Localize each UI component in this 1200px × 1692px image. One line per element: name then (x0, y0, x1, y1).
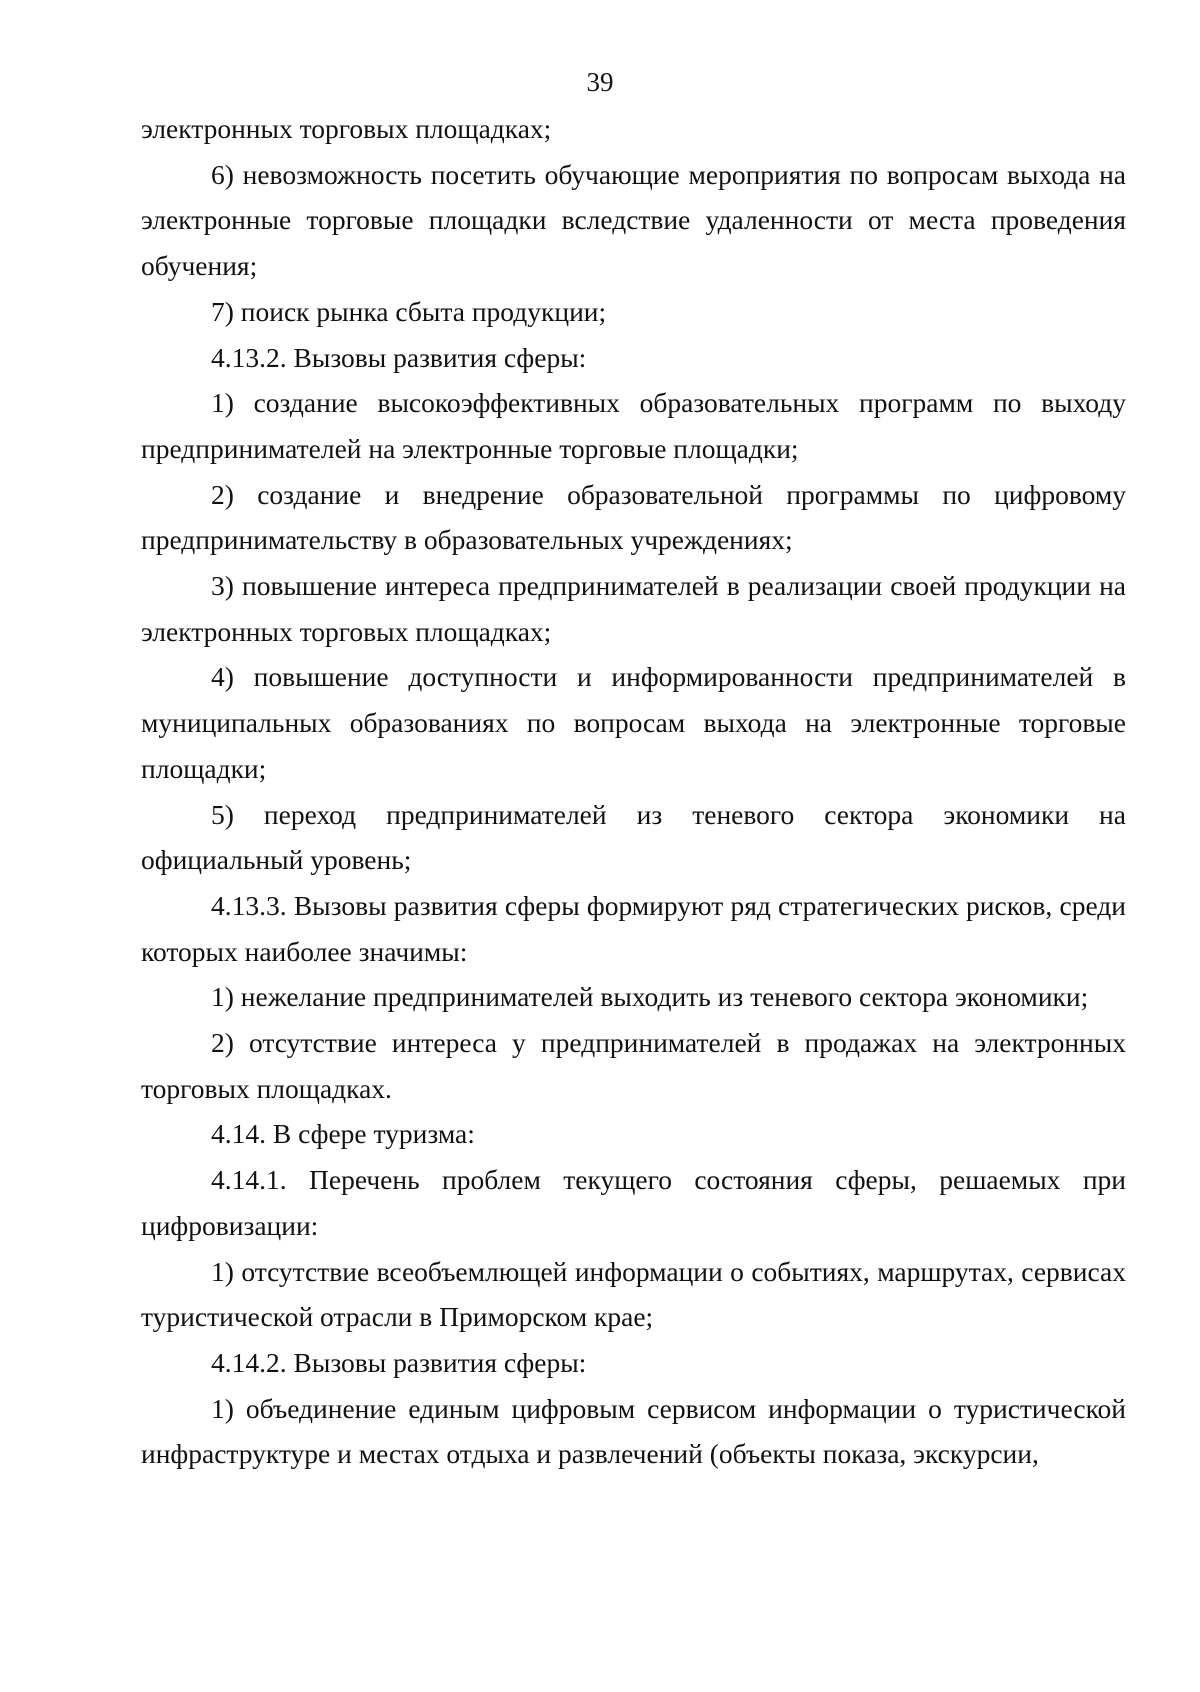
paragraph: 4.14.2. Вызовы развития сферы: (211, 1346, 587, 1378)
document-body (141, 106, 1126, 1477)
paragraph: 6) невозможность посетить обучающие мероприятия по вопросам выхода на электронные торговые площадки вследствие удаленности от места проведения обучения; (141, 158, 1126, 282)
paragraph: 7) поиск рынка сбыта продукции; (211, 295, 607, 327)
paragraph: 4.13.3. Вызовы развития сферы формируют ряд стратегических рисков, среди которых наиболее значимы: (141, 889, 1126, 967)
paragraph: 1) объединение единым цифровым сервисом информации о туристической инфраструктуре и местах отдыха и развлечений (объекты показа, экскурсии, (141, 1392, 1126, 1470)
paragraph: 4.14. В сфере туризма: (211, 1118, 475, 1150)
paragraph: 3) повышение интереса предпринимателей в реализации своей продукции на электронных торговых площадках; (141, 570, 1126, 647)
paragraph: 2) создание и внедрение образовательной программы по цифровому предпринимательству в образовательных учреждениях; (141, 478, 1126, 556)
page-number: 39 (586, 67, 614, 97)
paragraph: 1) отсутствие всеобъемлющей информации о событиях, маршрутах, сервисах туристической отрасли в Приморском крае; (141, 1255, 1126, 1333)
paragraph: 5) переход предпринимателей из теневого сектора экономики на официальный уровень; (141, 798, 1126, 876)
paragraph: электронных торговых площадках; (141, 113, 552, 144)
paragraph: 4) повышение доступности и информированности предпринимателей в муниципальных образованиях по вопросам выхода на электронные торговые площадки; (141, 661, 1126, 784)
paragraph: 1) создание высокоэффективных образовательных программ по выходу предпринимателей на электронные торговые площадки; (141, 387, 1126, 464)
paragraph: 1) нежелание предпринимателей выходить из теневого сектора экономики; (211, 981, 1089, 1013)
paragraph: 4.14.1. Перечень проблем текущего состояния сферы, решаемых при цифровизации: (141, 1164, 1126, 1241)
paragraph: 4.13.2. Вызовы развития сферы: (211, 341, 587, 373)
paragraph: 2) отсутствие интереса у предпринимателей в продажах на электронных торговых площадках. (141, 1027, 1126, 1104)
